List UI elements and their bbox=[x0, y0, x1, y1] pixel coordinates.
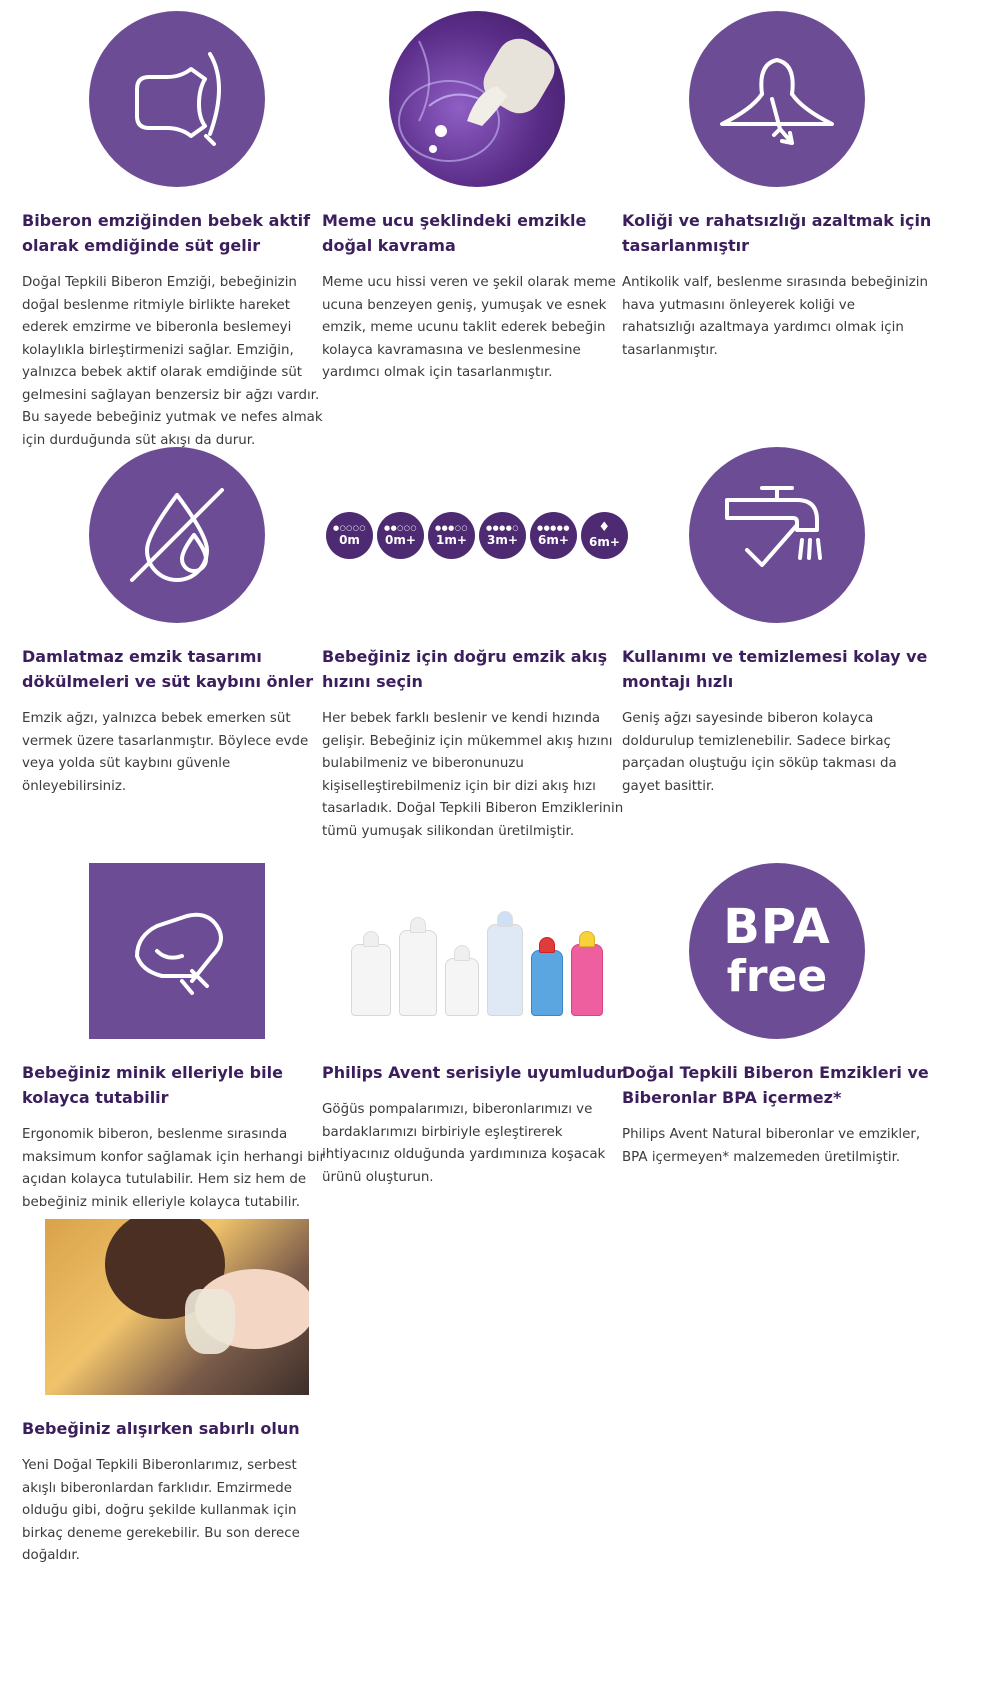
hand-bottle-icon bbox=[89, 863, 265, 1039]
flow-badge-dots: ●●●○○ bbox=[434, 523, 469, 532]
flow-badge-label: 3m+ bbox=[487, 532, 518, 547]
feature-media bbox=[22, 446, 332, 624]
feature-description: Doğal Tepkili Biberon Emziği, bebeğinizin doğal beslenme ritmiyle birlikte hareket ederek emzirme ve biberonla beslemeyi kolaylıkla birleştirmenizi sağlar. Emziğin, yalnızca bebek aktif olarak emdiğinde süt gelmesini sağlayan benzersiz bir ağzı vardır. Bu sayede bebeğiniz yutmak ve nefes almak için durduğunda süt akışı da durur. bbox=[22, 275, 323, 448]
feature-media bbox=[322, 862, 632, 1040]
blue-bottle-product bbox=[487, 924, 523, 1016]
flow-badge-0m-plus bbox=[377, 512, 424, 559]
no-drip-icon bbox=[89, 447, 265, 623]
feature-easy-clean bbox=[622, 446, 932, 798]
feature-bpa-free bbox=[622, 862, 932, 1169]
feature-be-patient bbox=[22, 1218, 332, 1568]
feature-anti-colic bbox=[622, 10, 932, 362]
flow-badge-3m-plus bbox=[479, 512, 526, 559]
feature-no-drip bbox=[22, 446, 332, 798]
flow-badge-6m-plus-variable bbox=[581, 512, 628, 559]
feature-media bbox=[22, 862, 332, 1040]
feature-easy-grip bbox=[22, 862, 332, 1214]
flow-badge-label: 6m+ bbox=[538, 532, 569, 547]
feature-description: Göğüs pompalarımızı, biberonlarımızı ve bardaklarımızı birbiriyle eşleştirerek ihtiyacınız olduğunda yardımınıza koşacak ürünü oluşturun. bbox=[322, 1102, 606, 1185]
flow-badge-label: 6m+ bbox=[589, 535, 620, 549]
flow-badge-dots: ♦ bbox=[598, 520, 611, 535]
flow-badge-0m bbox=[326, 512, 373, 559]
feature-media bbox=[622, 862, 932, 1040]
feature-title: Koliği ve rahatsızlığı azaltmak için tasarlanmıştır bbox=[622, 211, 932, 255]
feature-description: Antikolik valf, beslenme sırasında bebeğinizin hava yutmasını önleyerek koliği ve rahatsızlığı azaltmaya yardımcı olmak için tasarlanmıştır. bbox=[622, 275, 929, 358]
bpa-text: BPA bbox=[723, 899, 831, 955]
flow-badge-label: 0m+ bbox=[385, 532, 416, 547]
breast-pump-product bbox=[351, 944, 391, 1016]
feature-title: Biberon emziğinden bebek aktif olarak emdiğinde süt gelir bbox=[22, 211, 311, 255]
feature-description: Yeni Doğal Tepkili Biberonlarımız, serbest akışlı biberonlardan farklıdır. Emzirmede olduğu gibi, doğru şekilde kullanmak için birkaç deneme gerekebilir. Bu son derece doğaldır. bbox=[22, 1458, 300, 1563]
flow-badge-dots: ●○○○○ bbox=[332, 523, 367, 532]
feature-media bbox=[322, 446, 632, 624]
blue-cup-product bbox=[531, 950, 563, 1016]
feature-media bbox=[622, 446, 932, 624]
feature-title: Bebeğiniz alışırken sabırlı olun bbox=[22, 1419, 300, 1438]
mother-feeding-photo bbox=[45, 1219, 309, 1395]
flow-badge-dots: ●●●●● bbox=[536, 523, 571, 532]
feature-media bbox=[622, 10, 932, 188]
baby-latch-illustration bbox=[389, 11, 565, 187]
feature-description: Philips Avent Natural biberonlar ve emzikler, BPA içermeyen* malzemeden üretilmiştir. bbox=[622, 1127, 921, 1165]
free-text: free bbox=[726, 951, 828, 1002]
feature-description: Geniş ağzı sayesinde biberon kolayca doldurulup temizlenebilir. Sadece birkaç parçadan oluştuğu için söküp takması da gayet basittir. bbox=[622, 711, 897, 794]
feature-title: Damlatmaz emzik tasarımı dökülmeleri ve süt kaybını önler bbox=[22, 647, 314, 691]
bottle-product bbox=[399, 930, 437, 1016]
flow-badge-label: 1m+ bbox=[436, 532, 467, 547]
feature-title: Doğal Tepkili Biberon Emzikleri ve Biberonlar BPA içermez* bbox=[622, 1063, 929, 1107]
tap-clean-icon bbox=[689, 447, 865, 623]
feature-compatibility bbox=[322, 862, 632, 1189]
bpa-free-badge bbox=[689, 863, 865, 1039]
flow-badge-dots: ●●●●○ bbox=[485, 523, 520, 532]
flow-rate-badges bbox=[326, 512, 628, 559]
feature-title: Kullanımı ve temizlemesi kolay ve montajı hızlı bbox=[622, 647, 928, 691]
feature-media bbox=[22, 10, 332, 188]
flow-badge-1m-plus bbox=[428, 512, 475, 559]
pink-cup-product bbox=[571, 944, 603, 1016]
feature-title: Bebeğiniz minik elleriyle bile kolayca tutabilir bbox=[22, 1063, 283, 1107]
feature-media bbox=[322, 10, 632, 188]
feature-flow-rate bbox=[322, 446, 632, 843]
flow-badge-label: 0m bbox=[339, 532, 360, 547]
bottle-handle-product bbox=[445, 958, 479, 1016]
feature-description: Emzik ağzı, yalnızca bebek emerken süt vermek üzere tasarlanmıştır. Böylece evde veya yolda süt kaybını güvenle önleyebilirsiniz. bbox=[22, 711, 309, 794]
feature-natural-latch bbox=[322, 10, 632, 385]
bottle-nipple-icon bbox=[89, 11, 265, 187]
feature-title: Meme ucu şeklindeki emzikle doğal kavrama bbox=[322, 211, 587, 255]
feature-description: Ergonomik biberon, beslenme sırasında maksimum konfor sağlamak için herhangi bir açıdan kolayca tutulabilir. Hem siz hem de bebeğiniz minik elleriyle kolayca tutabilir. bbox=[22, 1127, 325, 1210]
feature-media bbox=[22, 1218, 332, 1396]
feature-active-suck bbox=[22, 10, 332, 452]
flow-badge-6m-plus bbox=[530, 512, 577, 559]
feature-description: Meme ucu hissi veren ve şekil olarak meme ucuna benzeyen geniş, yumuşak ve esnek emzik, meme ucunu taklit ederek bebeğin kolayca kavramasına ve beslenmesine yardımcı olmak için tasarlanmıştır. bbox=[322, 275, 616, 380]
flow-badge-dots: ●●○○○ bbox=[383, 523, 418, 532]
product-range-image bbox=[351, 886, 603, 1016]
anti-colic-valve-icon bbox=[689, 11, 865, 187]
feature-description: Her bebek farklı beslenir ve kendi hızında gelişir. Bebeğiniz için mükemmel akış hızını bulabilmeniz ve biberonunuzu kişiselleştirebilmeniz için bir dizi akış hızı tasarladık. Doğal Tepkili Biberon Emziklerinin tümü yumuşak silikondan üretilmiştir. bbox=[322, 711, 624, 839]
feature-title: Bebeğiniz için doğru emzik akış hızını seçin bbox=[322, 647, 608, 691]
feature-title: Philips Avent serisiyle uyumludur bbox=[322, 1063, 625, 1082]
